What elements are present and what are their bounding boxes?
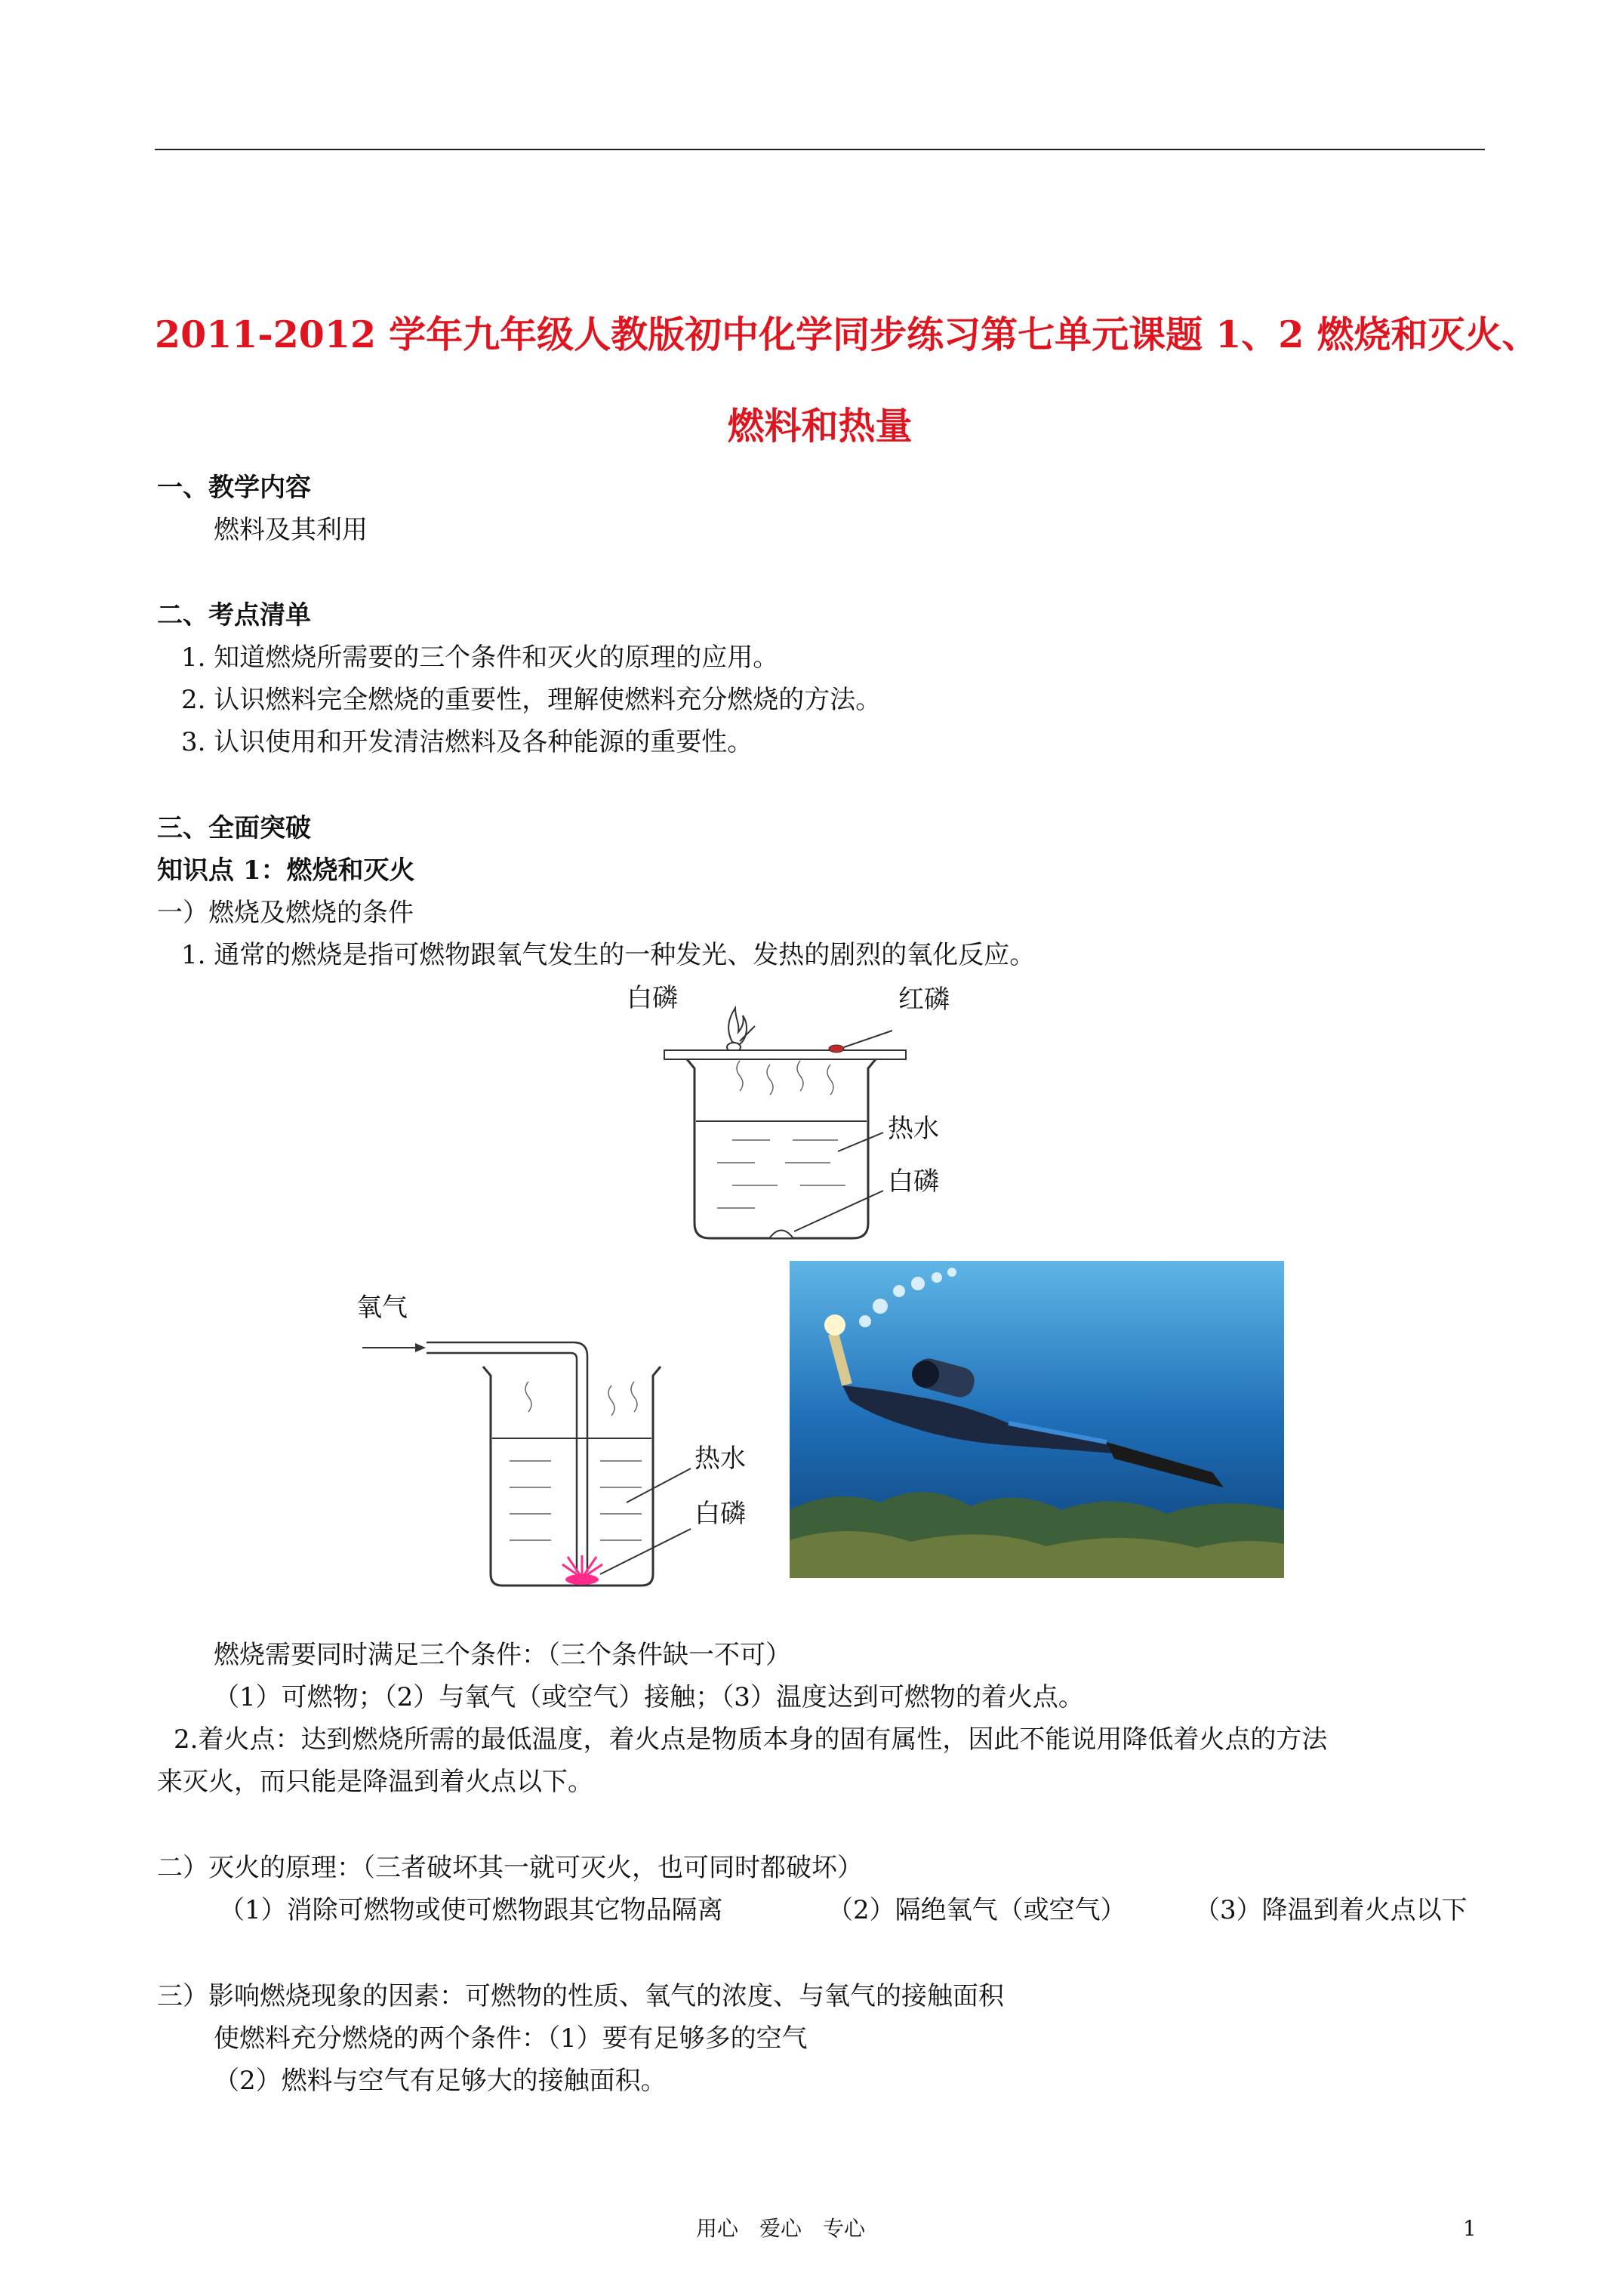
label-white-phosphorus-2: 白磷 <box>694 1499 746 1529</box>
page-number: 1 <box>1463 2216 1477 2241</box>
label-oxygen: 氧气 <box>356 1293 408 1323</box>
paragraph-1: 1. 通常的燃烧是指可燃物跟氧气发生的一种发光、发热的剧烈的氧化反应。 <box>181 940 1036 970</box>
label-red-phosphorus: 红磷 <box>898 985 950 1015</box>
subsection-1-heading: 一）燃烧及燃烧的条件 <box>157 898 414 928</box>
section-1-body: 燃料及其利用 <box>214 515 368 545</box>
beaker-figure-1 <box>657 978 1019 1250</box>
section-1-heading: 一、教学内容 <box>157 473 311 503</box>
footer-motto: 用心 爱心 专心 <box>696 2216 866 2241</box>
section-3-heading: 三、全面突破 <box>157 813 311 843</box>
method-1: （1）消除可燃物或使可燃物跟其它物品隔离 <box>219 1895 723 1925</box>
full-combustion-1: 使燃料充分燃烧的两个条件：（1）要有足够多的空气 <box>214 2023 808 2054</box>
label-white-phosphorus-bottom: 白磷 <box>888 1166 939 1197</box>
subsection-3-heading: 三）影响燃烧现象的因素：可燃物的性质、氧气的浓度、与氧气的接触面积 <box>157 1981 1004 2011</box>
full-combustion-2: （2）燃料与空气有足够大的接触面积。 <box>214 2066 667 2096</box>
underwater-diver-photo <box>790 1261 1284 1578</box>
doc-title-line2: 燃料和热量 <box>727 404 913 448</box>
label-white-phosphorus-top: 白磷 <box>627 983 678 1013</box>
list-item: 3. 认识使用和开发清洁燃料及各种能源的重要性。 <box>181 727 753 757</box>
header-rule <box>155 149 1485 150</box>
knowledge-point-1: 知识点 1：燃烧和灭火 <box>157 855 415 886</box>
conditions-list: （1）可燃物；（2）与氧气（或空气）接触；（3）温度达到可燃物的着火点。 <box>214 1682 1084 1712</box>
ignition-point-line1: 2.着火点：达到燃烧所需的最低温度，着火点是物质本身的固有属性，因此不能说用降低着火点的方法 <box>174 1724 1328 1755</box>
label-hot-water-2: 热水 <box>694 1444 746 1474</box>
section-2-heading: 二、考点清单 <box>157 600 311 630</box>
conditions-intro: 燃烧需要同时满足三个条件：（三个条件缺一不可） <box>214 1640 791 1670</box>
method-3: （3）降温到着火点以下 <box>1194 1895 1467 1925</box>
doc-title-line1: 2011-2012 学年九年级人教版初中化学同步练习第七单元课题 1、2 燃烧和灭火、 <box>155 313 1539 356</box>
label-hot-water: 热水 <box>888 1114 939 1144</box>
beaker-figure-2 <box>347 1276 770 1593</box>
list-item: 1. 知道燃烧所需要的三个条件和灭火的原理的应用。 <box>181 643 779 673</box>
method-2: （2）隔绝氧气（或空气） <box>827 1895 1126 1925</box>
list-item: 2. 认识燃料完全燃烧的重要性，理解使燃料充分燃烧的方法。 <box>181 685 882 715</box>
ignition-point-line2: 来灭火，而只能是降温到着火点以下。 <box>157 1767 593 1797</box>
subsection-2-heading: 二）灭火的原理：（三者破坏其一就可灭火，也可同时都破坏） <box>157 1853 863 1883</box>
